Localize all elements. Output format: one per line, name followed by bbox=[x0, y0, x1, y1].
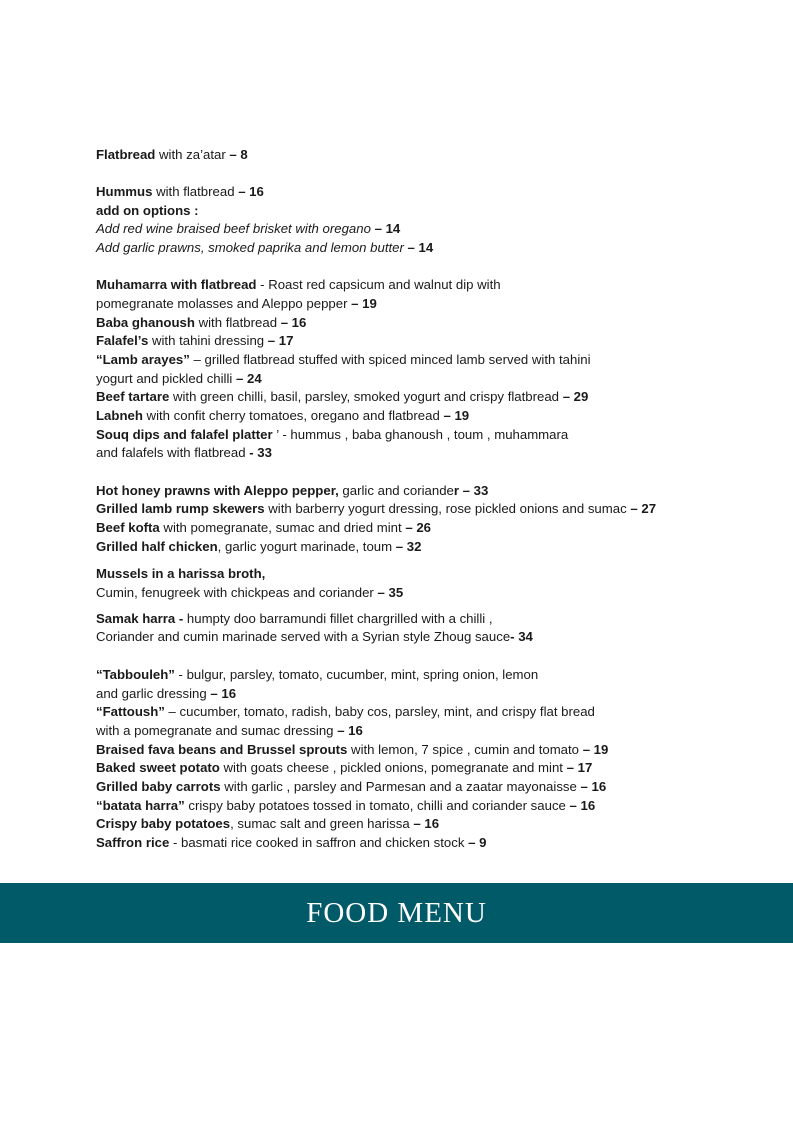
menu-item-fava-beans: Braised fava beans and Brussel sprouts with lemon, 7 spice , cumin and tomato – 19 bbox=[96, 742, 609, 757]
menu-item-samak-harra: Samak harra - humpty doo barramundi fillet chargrilled with a chilli , bbox=[96, 611, 493, 626]
menu-item-lamb-skewers: Grilled lamb rump skewers with barberry yogurt dressing, rose pickled onions and sumac – 27 bbox=[96, 501, 657, 516]
menu-item-half-chicken: Grilled half chicken, garlic yogurt marinade, toum – 32 bbox=[96, 539, 422, 554]
menu-item-lamb-arayes-cont: yogurt and pickled chilli – 24 bbox=[96, 371, 262, 386]
menu-item-mussels: Mussels in a harissa broth, bbox=[96, 566, 266, 581]
menu-item-beef-kofta: Beef kofta with pomegranate, sumac and dried mint – 26 bbox=[96, 520, 431, 535]
add-on-brisket: Add red wine braised beef brisket with oregano – 14 bbox=[96, 221, 401, 236]
food-menu-banner bbox=[0, 883, 793, 943]
add-on-heading: add on options : bbox=[96, 203, 199, 218]
menu-item-muhamarra-cont: pomegranate molasses and Aleppo pepper – 19 bbox=[96, 296, 377, 311]
menu-item-baba-ghanoush: Baba ghanoush with flatbread – 16 bbox=[96, 315, 307, 330]
menu-item-baby-carrots: Grilled baby carrots with garlic , parsley and Parmesan and a zaatar mayonaisse – 16 bbox=[96, 779, 607, 794]
menu-item-hot-honey-prawns: Hot honey prawns with Aleppo pepper, garlic and coriander – 33 bbox=[96, 483, 489, 498]
menu-item-batata-harra: “batata harra” crispy baby potatoes tossed in tomato, chilli and coriander sauce – 16 bbox=[96, 798, 596, 813]
menu-item-hummus: Hummus with flatbread – 16 bbox=[96, 184, 264, 199]
menu-item-labneh: Labneh with confit cherry tomatoes, oregano and flatbread – 19 bbox=[96, 408, 470, 423]
menu-item-tabbouleh: “Tabbouleh” - bulgur, parsley, tomato, cucumber, mint, spring onion, lemon bbox=[96, 667, 539, 682]
menu-item-falafel: Falafel’s with tahini dressing – 17 bbox=[96, 333, 294, 348]
menu-item-tabbouleh-cont: and garlic dressing – 16 bbox=[96, 686, 237, 701]
menu-item-lamb-arayes: “Lamb arayes” – grilled flatbread stuffed with spiced minced lamb served with tahini bbox=[96, 352, 591, 367]
menu-item-muhamarra: Muhamarra with flatbread - Roast red capsicum and walnut dip with bbox=[96, 277, 501, 292]
menu-item-beef-tartare: Beef tartare with green chilli, basil, parsley, smoked yogurt and crispy flatbread – 29 bbox=[96, 389, 589, 404]
menu-item-mussels-cont: Cumin, fenugreek with chickpeas and coriander – 35 bbox=[96, 585, 404, 600]
menu-item-sweet-potato: Baked sweet potato with goats cheese , pickled onions, pomegranate and mint – 17 bbox=[96, 760, 593, 775]
menu-item-fattoush-cont: with a pomegranate and sumac dressing – 16 bbox=[96, 723, 363, 738]
menu-item-souq-platter-cont: and falafels with flatbread - 33 bbox=[96, 445, 272, 460]
add-on-prawns: Add garlic prawns, smoked paprika and lemon butter – 14 bbox=[96, 240, 434, 255]
menu-item-samak-harra-cont: Coriander and cumin marinade served with a Syrian style Zhoug sauce- 34 bbox=[96, 629, 533, 644]
menu-item-fattoush: “Fattoush” – cucumber, tomato, radish, baby cos, parsley, mint, and crispy flat bread bbox=[96, 704, 595, 719]
menu-item-baby-potatoes: Crispy baby potatoes, sumac salt and green harissa – 16 bbox=[96, 816, 440, 831]
menu-item-flatbread: Flatbread with za’atar – 8 bbox=[96, 147, 248, 162]
banner-title: FOOD MENU bbox=[306, 896, 487, 929]
menu-item-saffron-rice: Saffron rice - basmati rice cooked in saffron and chicken stock – 9 bbox=[96, 835, 487, 850]
menu-item-souq-platter: Souq dips and falafel platter ’ - hummus , baba ghanoush , toum , muhammara bbox=[96, 427, 569, 442]
